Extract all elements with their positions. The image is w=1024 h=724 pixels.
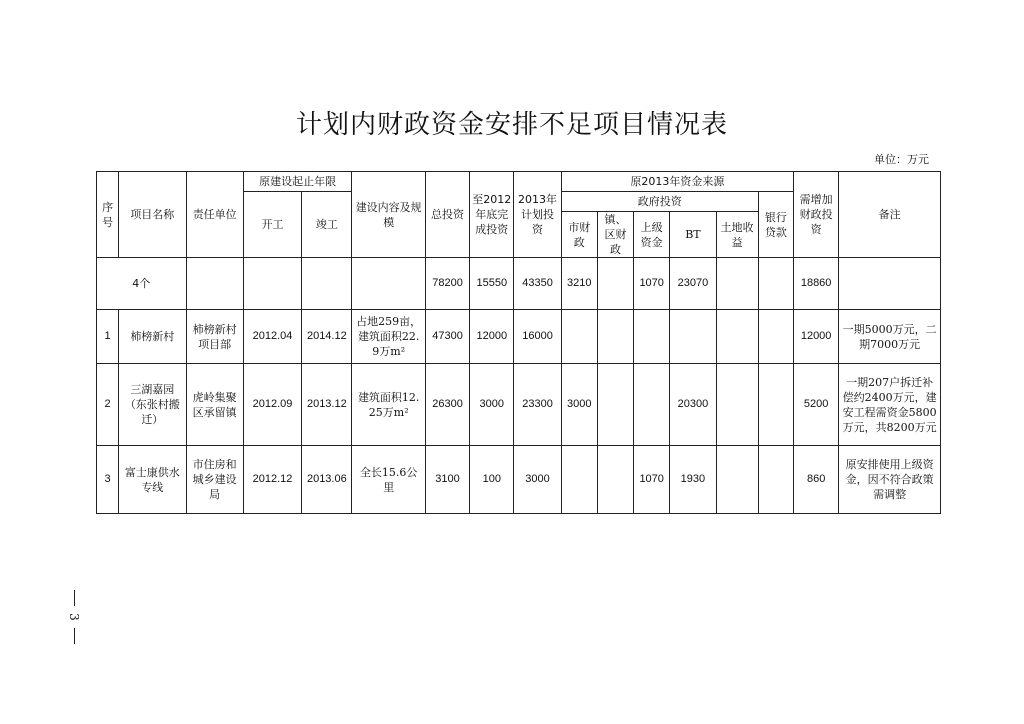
row-name: 三湖嘉园（东张村搬迁） xyxy=(119,364,186,446)
row-bt xyxy=(670,310,716,364)
header-content: 建设内容及规模 xyxy=(352,172,425,258)
row-seq: 1 xyxy=(97,310,119,364)
header-project-name: 项目名称 xyxy=(119,172,186,258)
summary-city: 3210 xyxy=(561,258,597,310)
header-total-investment: 总投资 xyxy=(425,172,469,258)
summary-bt: 23070 xyxy=(670,258,716,310)
table-row xyxy=(97,310,941,364)
header-gov-investment: 政府投资 xyxy=(561,192,758,212)
row-start: 2012.12 xyxy=(243,446,301,514)
row-bank xyxy=(758,310,793,364)
summary-need: 18860 xyxy=(794,258,839,310)
row-plan-2013: 23300 xyxy=(514,364,561,446)
summary-label: 4个 xyxy=(97,258,187,310)
row-end: 2013.12 xyxy=(302,364,352,446)
page-number-value: 3 xyxy=(67,613,81,621)
table-row xyxy=(97,446,941,514)
page-number-dash-top xyxy=(74,590,75,606)
row-start: 2012.09 xyxy=(243,364,301,446)
row-done-2012: 100 xyxy=(470,446,514,514)
row-unit: 柿榜新村项目部 xyxy=(186,310,243,364)
row-town xyxy=(597,310,633,364)
row-unit: 市住房和城乡建设局 xyxy=(186,446,243,514)
header-upper-funds: 上级资金 xyxy=(634,212,670,258)
row-bank xyxy=(758,446,793,514)
row-city: 3000 xyxy=(561,364,597,446)
row-done-2012: 12000 xyxy=(470,310,514,364)
project-table xyxy=(96,171,941,514)
row-town xyxy=(597,446,633,514)
row-land xyxy=(716,364,758,446)
unit-label: 单位：万元 xyxy=(874,153,929,166)
page-title: 计划内财政资金安排不足项目情况表 xyxy=(295,110,728,140)
header-town-finance: 镇、区财政 xyxy=(597,212,633,258)
row-bt: 1930 xyxy=(670,446,716,514)
row-need: 12000 xyxy=(794,310,839,364)
row-end: 2013.06 xyxy=(302,446,352,514)
row-content: 占地259亩，建筑面积22.9万m² xyxy=(352,310,425,364)
header-need-more: 需增加财政投资 xyxy=(794,172,839,258)
header-city-finance: 市财政 xyxy=(561,212,597,258)
header-plan-2013: 2013年计划投资 xyxy=(514,172,561,258)
row-remark: 一期207户拆迁补偿约2400万元，建安工程需资金5800万元，共8200万元 xyxy=(839,364,941,446)
summary-upper: 1070 xyxy=(634,258,670,310)
header-seq: 序号 xyxy=(97,172,119,258)
row-seq: 3 xyxy=(97,446,119,514)
table-row xyxy=(97,364,941,446)
row-content: 全长15.6公里 xyxy=(352,446,425,514)
row-plan-2013: 3000 xyxy=(514,446,561,514)
row-content: 建筑面积12.25万m² xyxy=(352,364,425,446)
row-start: 2012.04 xyxy=(243,310,301,364)
row-need: 860 xyxy=(794,446,839,514)
header-start: 开工 xyxy=(243,192,301,258)
row-land xyxy=(716,310,758,364)
header-land-revenue: 土地收益 xyxy=(716,212,758,258)
header-responsible-unit: 责任单位 xyxy=(186,172,243,258)
header-period: 原建设起止年限 xyxy=(243,172,352,192)
row-land xyxy=(716,446,758,514)
row-name: 柿榜新村 xyxy=(119,310,186,364)
row-town xyxy=(597,364,633,446)
row-upper: 1070 xyxy=(634,446,670,514)
page-number-dash-bottom xyxy=(74,628,75,644)
row-city xyxy=(561,310,597,364)
row-total: 47300 xyxy=(425,310,469,364)
row-upper xyxy=(634,364,670,446)
summary-plan-2013: 43350 xyxy=(514,258,561,310)
header-fund-source: 原2013年资金来源 xyxy=(561,172,793,192)
row-end: 2014.12 xyxy=(302,310,352,364)
header-done-2012: 至2012年底完成投资 xyxy=(470,172,514,258)
row-seq: 2 xyxy=(97,364,119,446)
row-need: 5200 xyxy=(794,364,839,446)
row-total: 3100 xyxy=(425,446,469,514)
header-bank-loan: 银行贷款 xyxy=(758,192,793,258)
header-bt: BT xyxy=(670,212,716,258)
summary-done-2012: 15550 xyxy=(470,258,514,310)
row-unit: 虎岭集聚区承留镇 xyxy=(186,364,243,446)
row-upper xyxy=(634,310,670,364)
summary-row xyxy=(97,258,941,310)
page-number xyxy=(64,590,84,644)
header-remark: 备注 xyxy=(839,172,941,258)
row-remark: 原安排使用上级资金，因不符合政策需调整 xyxy=(839,446,941,514)
row-name: 富士康供水专线 xyxy=(119,446,186,514)
row-bt: 20300 xyxy=(670,364,716,446)
row-city xyxy=(561,446,597,514)
row-plan-2013: 16000 xyxy=(514,310,561,364)
header-end: 竣工 xyxy=(302,192,352,258)
row-total: 26300 xyxy=(425,364,469,446)
row-done-2012: 3000 xyxy=(470,364,514,446)
summary-total: 78200 xyxy=(425,258,469,310)
row-bank xyxy=(758,364,793,446)
row-remark: 一期5000万元，二期7000万元 xyxy=(839,310,941,364)
